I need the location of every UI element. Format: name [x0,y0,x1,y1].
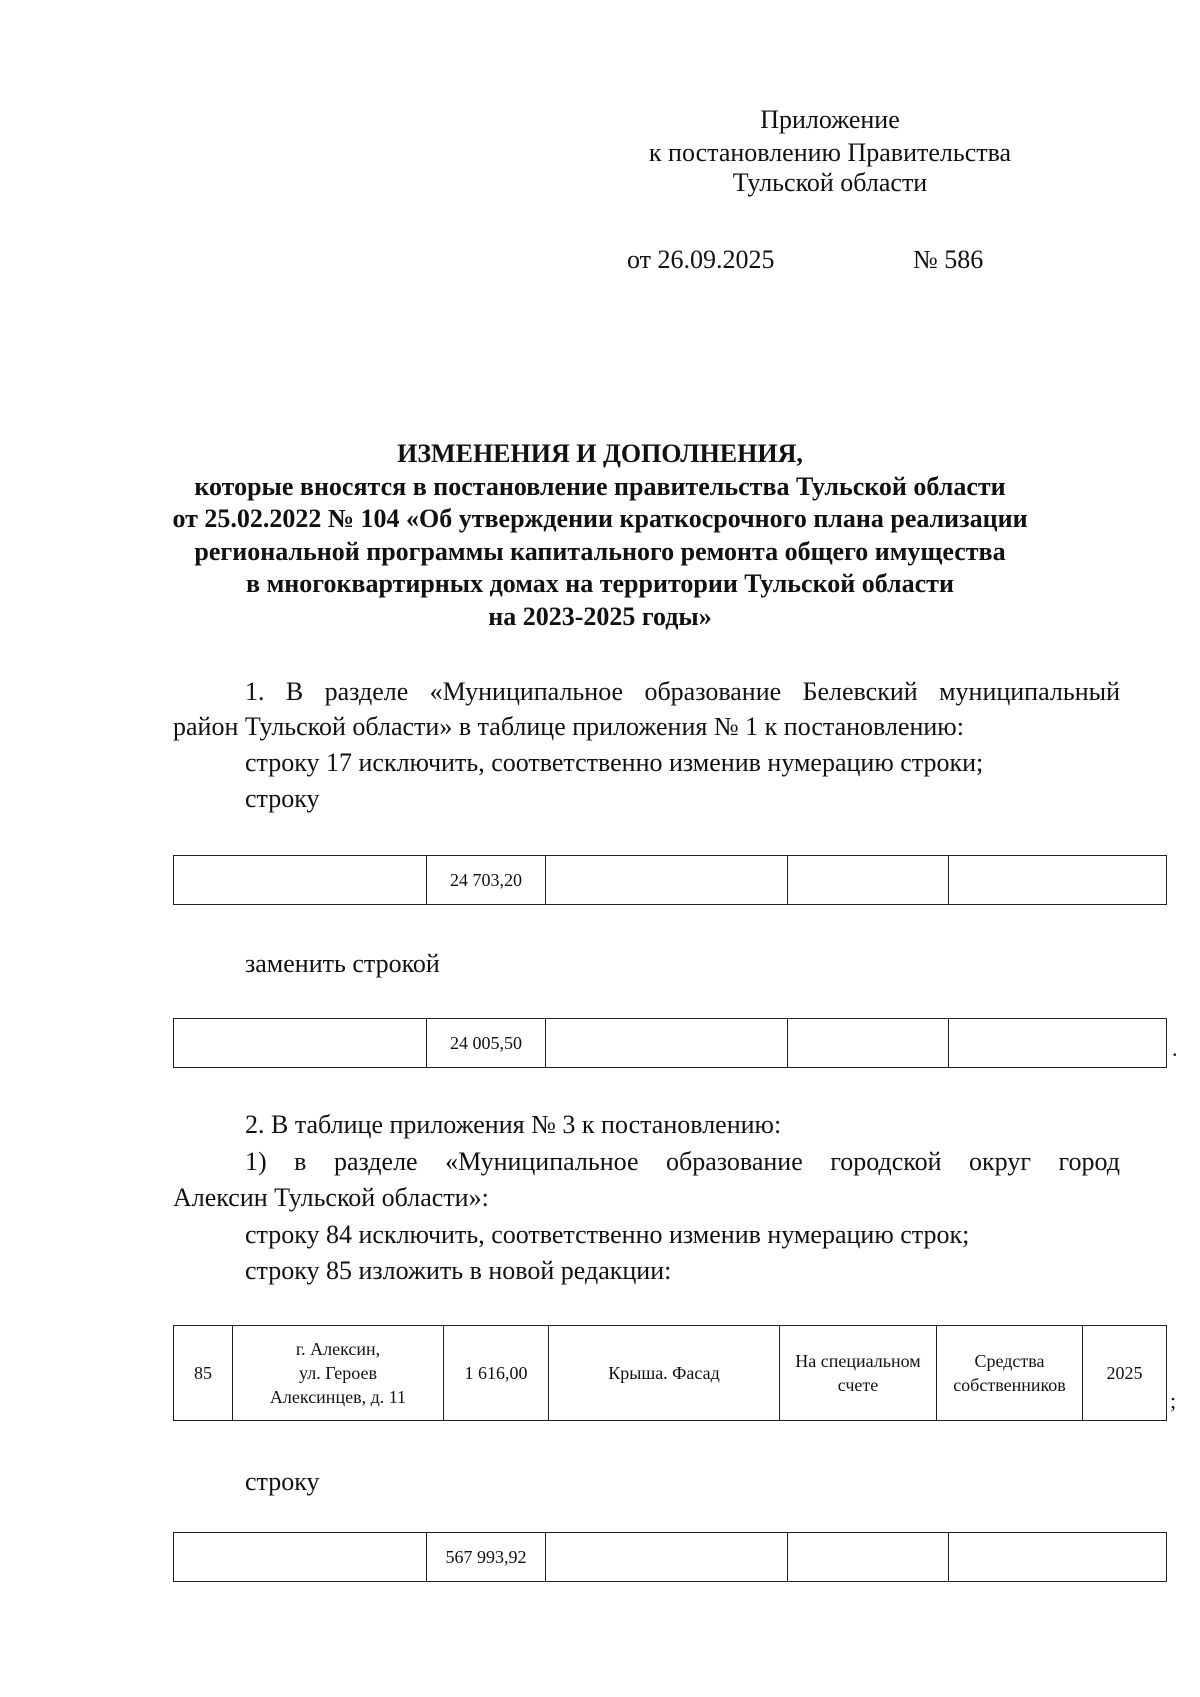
row-85-works: Крыша. Фасад [549,1326,780,1421]
row-85-year: 2025 [1083,1326,1167,1421]
total-value-cell: 567 993,92 [427,1533,546,1582]
section1-end-mark: . [1172,1036,1178,1061]
section1-old-row-table [173,855,1167,905]
table-cell [788,1533,949,1582]
resolution-date: от 26.09.2025 [627,245,775,274]
address-line-2: ул. Героев [299,1363,377,1383]
section1-item-2: строку [245,784,320,813]
new-value-cell: 24 005,50 [427,1019,546,1068]
section1-intro-line2: район Тульской области» в таблице приложения № 1 к постановлению: [173,712,964,741]
address-line-3: Алексинцев, д. 11 [269,1387,407,1407]
resolution-number: № 586 [913,245,984,274]
funding-line-1: Средства [974,1351,1045,1371]
appendix-line-2: к постановлению Правительства [648,138,1012,167]
title-line-1: ИЗМЕНЕНИЯ И ДОПОЛНЕНИЯ, [397,439,803,468]
account-line-2: счете [837,1375,879,1395]
row-85-funding [937,1326,1083,1421]
title-line-5: в многоквартирных домах на территории Тульской области [246,569,954,598]
row-85-area: 1 616,00 [444,1326,549,1421]
table-cell [949,1019,1167,1068]
section1-new-row-table [173,1018,1167,1068]
section2-intro: 2. В таблице приложения № 3 к постановлению: [245,1110,782,1139]
appendix-line-3: Тульской области [732,168,928,197]
table-cell [949,856,1167,905]
section2-sub1-line2: Алексин Тульской области»: [173,1183,489,1212]
table-cell [788,856,949,905]
row-85-address [233,1326,444,1421]
old-value-cell: 24 703,20 [427,856,546,905]
section1-intro-line1: 1. В разделе «Муниципальное образование Белевский муниципальный [245,677,1120,706]
row-85-table [173,1325,1167,1421]
title-line-3: от 25.02.2022 № 104 «Об утверждении краткосрочного плана реализации [172,504,1028,533]
title-line-6: на 2023-2025 годы» [488,601,712,631]
address-line-1: г. Алексин, [295,1339,381,1359]
row-85-end-mark: ; [1170,1388,1177,1413]
table-cell [174,856,427,905]
section1-item-1: строку 17 исключить, соответственно изменив нумерацию строки; [245,748,984,777]
table-cell [546,856,788,905]
replace-with-row-text: заменить строкой [245,949,440,978]
table-cell [546,1019,788,1068]
account-line-1: На специальном [795,1351,921,1371]
title-line-2: которые вносятся в постановление правительства Тульской области [194,471,1006,501]
document-title [130,438,1070,633]
row-85-number: 85 [174,1326,233,1421]
table-cell [174,1019,427,1068]
appendix-line-1: Приложение [760,105,900,134]
title-line-4: региональной программы капитального ремонта общего имущества [194,536,1006,566]
table-cell [788,1019,949,1068]
total-row-table [173,1532,1167,1582]
table-cell [546,1533,788,1582]
section2-item-2: строку 85 изложить в новой редакции: [245,1256,672,1285]
row-85-account [780,1326,937,1421]
funding-line-2: собственников [953,1375,1066,1395]
section2-sub1-line1: 1) в разделе «Муниципальное образование городской округ город [245,1147,1120,1176]
section2-item-1: строку 84 исключить, соответственно изменив нумерацию строк; [245,1220,970,1249]
section2-item-3: строку [245,1467,320,1496]
table-cell [949,1533,1167,1582]
table-cell [174,1533,427,1582]
